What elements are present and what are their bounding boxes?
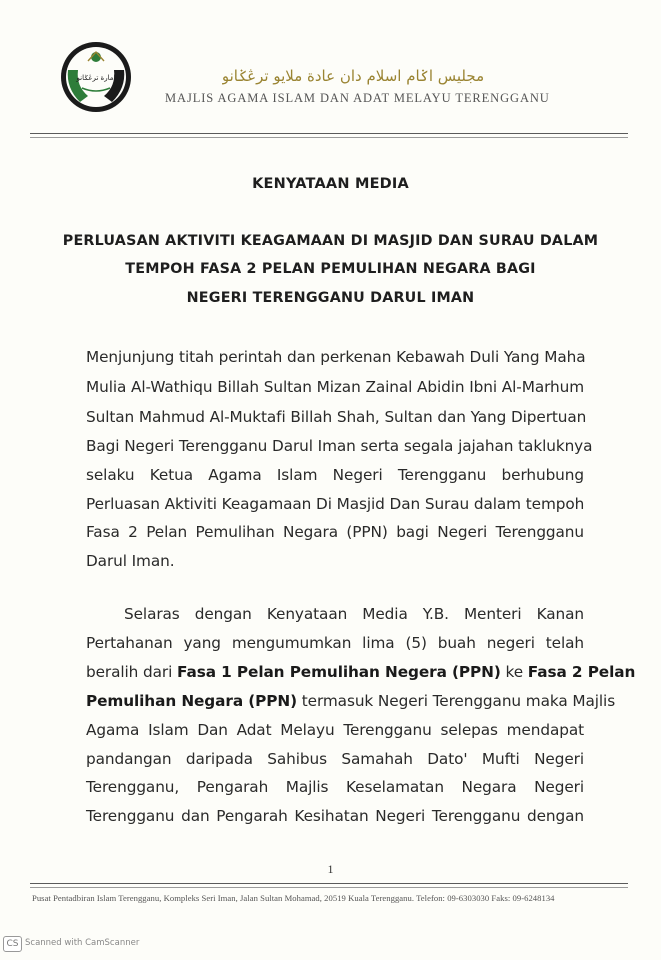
page-number: 1 bbox=[327, 862, 334, 876]
paragraph-line: Darul Iman. bbox=[86, 552, 175, 570]
paragraph-line: Sultan Mahmud Al-Muktafi Billah Shah, Sultan dan Yang Dipertuan bbox=[86, 408, 587, 426]
paragraph-line: Fasa 2 Pelan Pemulihan Negara (PPN) bagi Negeri Terengganu bbox=[86, 523, 584, 541]
paragraph-line: Terengganu, Pengarah Majlis Keselamatan Negara Negeri bbox=[86, 778, 584, 796]
paragraph-line: Agama Islam Dan Adat Melayu Terengganu selepas mendapat bbox=[86, 721, 584, 739]
paragraph-line: pandangan daripada Sahibus Samahah Dato' Mufti Negeri bbox=[86, 750, 584, 768]
footer-address: Pusat Pentadbiran Islam Terengganu, Kompleks Seri Iman, Jalan Sultan Mohamad, 20519 Kuala Terengganu. Telefon: 09-6303030 Faks: 09-6248134 bbox=[32, 893, 555, 903]
header-rule-thin bbox=[30, 137, 628, 138]
paragraph-line: Mulia Al-Wathiqu Billah Sultan Mizan Zainal Abidin Ibni Al-Marhum bbox=[86, 378, 585, 396]
paragraph-line: Perluasan Aktiviti Keagamaan Di Masjid Dan Surau dalam tempoh bbox=[86, 495, 585, 513]
paragraph-line: Menjunjung titah perintah dan perkenan Kebawah Duli Yang Maha bbox=[86, 348, 586, 366]
subtitle-line: TEMPOH FASA 2 PELAN PEMULIHAN NEGARA BAGI bbox=[125, 261, 536, 277]
org-name-jawi bbox=[222, 60, 484, 90]
paragraph-line: beralih dari Fasa 1 Pelan Pemulihan Negera (PPN) ke Fasa 2 Pelan bbox=[86, 663, 636, 681]
paragraph-line: Terengganu dan Pengarah Kesihatan Negeri Terengganu dengan bbox=[86, 807, 584, 825]
majlis-emblem-logo bbox=[58, 40, 134, 114]
svg-text:مجليس اݢام اسلام دان عادة ملاي: مجليس اݢام اسلام دان عادة ملايو ترڠݢانو bbox=[222, 67, 484, 85]
paragraph-line: selaku Ketua Agama Islam Negeri Terengganu berhubung bbox=[86, 466, 584, 484]
emblem-text: امارة ترڠݢانو bbox=[76, 74, 116, 82]
paragraph-line: Pemulihan Negara (PPN) termasuk Negeri Terengganu maka Majlis bbox=[86, 692, 616, 710]
paragraph-line: Bagi Negeri Terengganu Darul Iman serta segala jajahan takluknya bbox=[86, 437, 593, 455]
subtitle-line: PERLUASAN AKTIVITI KEAGAMAAN DI MASJID DAN SURAU DALAM bbox=[62, 233, 599, 249]
org-name: MAJLIS AGAMA ISLAM DAN ADAT MELAYU TERENGGANU bbox=[165, 91, 550, 105]
subtitle-line: NEGERI TERENGGANU DARUL IMAN bbox=[186, 290, 475, 306]
paragraph-line: Selaras dengan Kenyataan Media Y.B. Menteri Kanan bbox=[124, 605, 584, 623]
paragraph-line: Pertahanan yang mengumumkan lima (5) buah negeri telah bbox=[86, 634, 584, 652]
footer-rule bbox=[30, 883, 628, 884]
page-title: KENYATAAN MEDIA bbox=[252, 176, 409, 192]
footer-rule-thin bbox=[30, 887, 628, 888]
scanner-watermark: Scanned with CamScanner bbox=[25, 938, 140, 948]
header-rule bbox=[30, 133, 628, 134]
camscanner-logo-icon: CS bbox=[3, 936, 22, 952]
